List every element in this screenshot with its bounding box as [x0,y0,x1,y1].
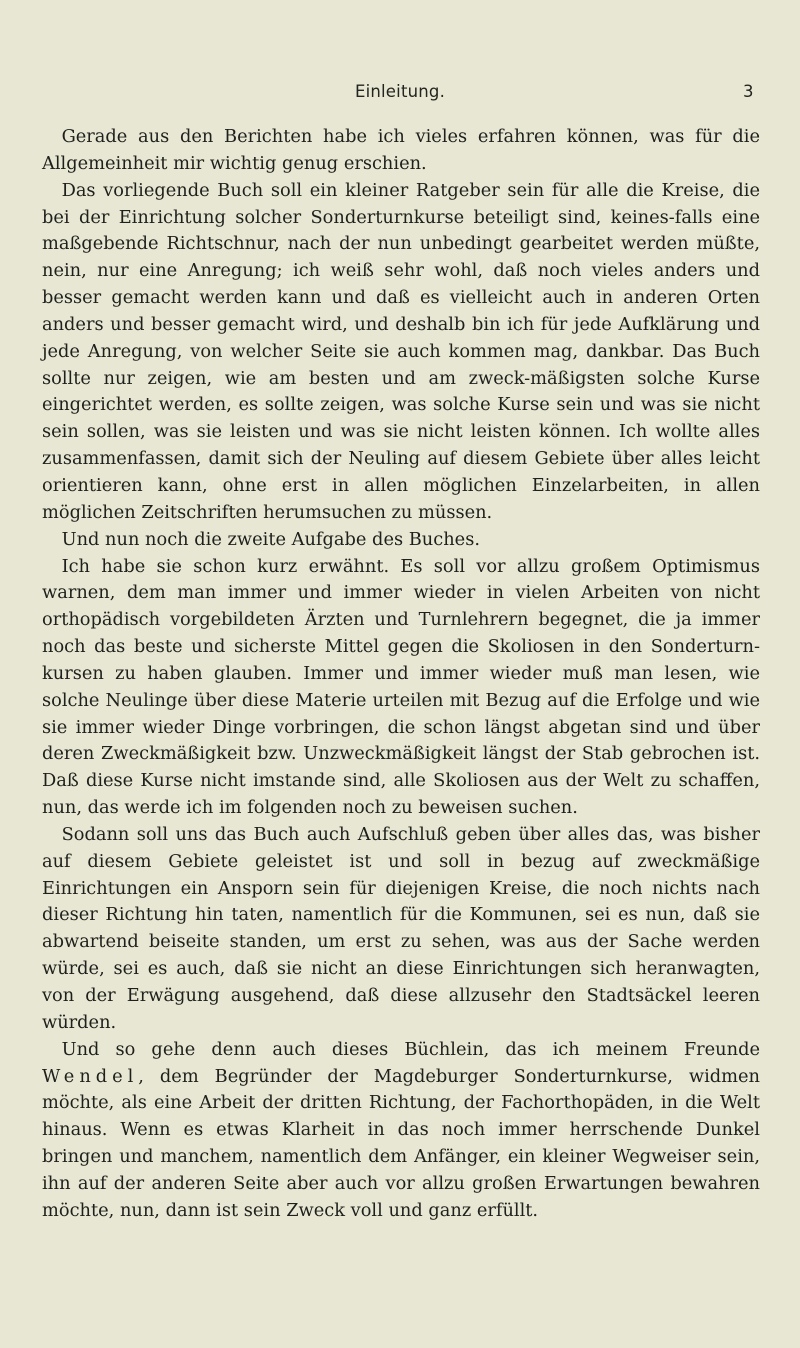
paragraph-6 [42,1037,760,1225]
section-title: Einleitung. [354,82,446,101]
body-text [42,124,760,1225]
person-name: Wendel [42,1065,139,1087]
paragraph-4: Ich habe sie schon kurz erwähnt. Es soll vor allzu großem Optimismus warnen, dem man immer und immer wieder in vielen Arbeiten von nicht orthopädisch vorgebildeten Ärzten und Turnlehrern begegnet, die ja immer noch das beste und sicherste Mittel gegen die Skoliosen in den Sonderturn-kursen zu haben glauben. Immer und immer wieder muß man lesen, wie solche Neulinge über diese Materie urteilen mit Bezug auf die Erfolge und wie sie immer wieder Dinge vorbringen, die schon längst abgetan sind und über deren Zweckmäßigkeit bzw. Unzweckmäßigkeit längst der Stab gebrochen ist. Daß diese Kurse nicht imstande sind, alle Skoliosen aus der Welt zu schaffen, nun, das werde ich im folgenden noch zu beweisen suchen. [42,555,760,819]
running-header [0,82,800,106]
paragraph-1: Gerade aus den Berichten habe ich vieles erfahren können, was für die Allgemeinheit mir wichtig genug erschien. [42,126,760,174]
paragraph-2: Das vorliegende Buch soll ein kleiner Ratgeber sein für alle die Kreise, die bei der Einrichtung solcher Sonderturnkurse beteiligt sind, keines-falls eine maßgebende Richtschnur, nach der nun unbedingt gearbeitet werden müßte, nein, nur eine Anregung; ich weiß sehr wohl, daß noch vieles anders und besser gemacht werden kann und daß es vielleicht auch in anderen Orten anders und besser gemacht wird, und deshalb bin ich für jede Aufklärung und jede Anregung, von welcher Seite sie auch kommen mag, dankbar. Das Buch sollte nur zeigen, wie am besten und am zweck-mäßigsten solche Kurse eingerichtet werden, es sollte zeigen, was solche Kurse sein und was sie nicht sein sollen, was sie leisten und was sie nicht leisten können. Ich wollte alles zusammenfassen, damit sich der Neuling auf diesem Gebiete über alles leicht orientieren kann, ohne erst in allen möglichen Einzelarbeiten, in allen möglichen Zeitschriften herumsuchen zu müssen. [42,179,760,523]
paragraph-5: Sodann soll uns das Buch auch Aufschluß geben über alles das, was bisher auf diesem Gebiete geleistet ist und soll in bezug auf zweckmäßige Einrichtungen ein Ansporn sein für diejenigen Kreise, die noch nichts nach dieser Richtung hin taten, namentlich für die Kommunen, sei es nun, daß sie abwartend beiseite standen, um erst zu sehen, was aus der Sache werden würde, sei es auch, daß sie nicht an diese Einrichtungen sich heranwagten, von der Erwägung ausgehend, daß diese allzusehr den Stadtsäckel leeren würden. [42,823,760,1033]
paragraph-6-intro: Und so gehe denn auch dieses Büchlein, das ich meinem Freunde [61,1038,760,1060]
paragraph-6-rest: , dem Begründer der Magdeburger Sonderturnkurse, widmen möchte, als eine Arbeit der dritten Richtung, der Fachorthopäden, in die Welt hinaus. Wenn es etwas Klarheit in das noch immer herrschende Dunkel bringen und manchem, namentlich dem Anfänger, ein kleiner Wegweiser sein, ihn auf der anderen Seite aber auch vor allzu großen Erwartungen bewahren möchte, nun, dann ist sein Zweck voll und ganz erfüllt. [42,1065,760,1221]
paragraph-3: Und nun noch die zweite Aufgabe des Buches. [61,528,480,550]
page-number: 3 [743,82,754,101]
